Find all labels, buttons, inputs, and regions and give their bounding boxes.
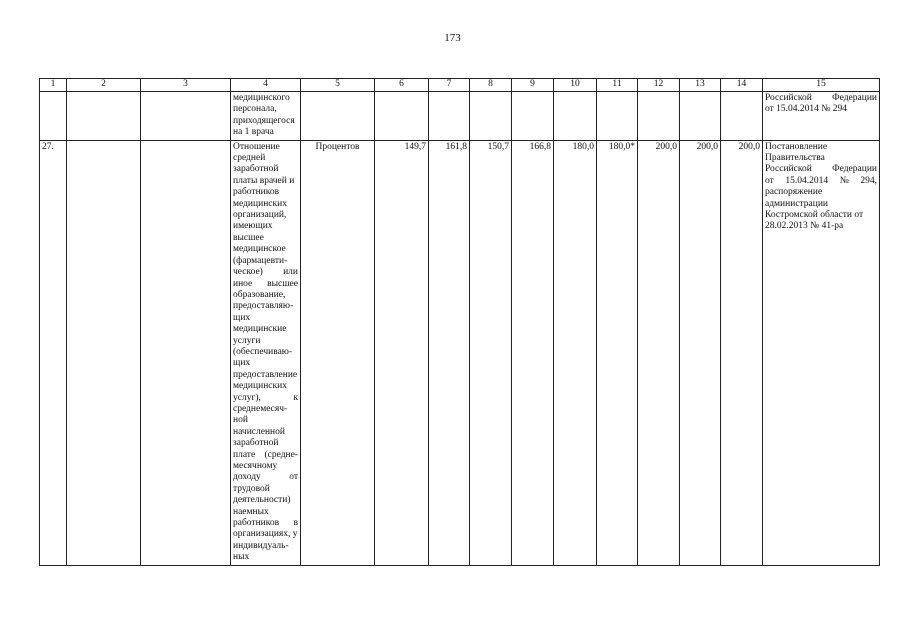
text-line: Российской Федерации xyxy=(765,164,877,175)
text-line: от 15.04.2014 № 294 xyxy=(765,104,847,115)
value-cell: 166,8 xyxy=(512,140,554,565)
text-line: средней xyxy=(233,153,266,164)
indicator-name-continued xyxy=(231,92,301,141)
table-cell xyxy=(301,92,375,141)
page-number: 173 xyxy=(444,32,461,44)
text-line: щих xyxy=(233,358,251,369)
basis-document xyxy=(763,140,880,565)
text-line: ных xyxy=(233,552,250,563)
text-line: начисленной xyxy=(233,426,285,437)
table-cell xyxy=(470,92,512,141)
text-line: Костромской области от xyxy=(765,210,864,221)
text-line: предоставление xyxy=(233,369,298,380)
text-line: 28.02.2013 № 41-ра xyxy=(765,221,844,232)
value-cell: 200,0 xyxy=(721,140,763,565)
text-line: (фармацевти- xyxy=(233,255,288,266)
indicators-table xyxy=(39,78,880,566)
text-line: администрации xyxy=(765,198,829,209)
text-line: среднемесяч- xyxy=(233,403,288,414)
text-line: наемных xyxy=(233,506,269,517)
text-line: работников xyxy=(233,187,280,198)
header-cell: 3 xyxy=(141,79,231,92)
text-line: медицинского xyxy=(233,93,290,103)
text-line: предоставляю- xyxy=(233,301,294,312)
value-cell: 200,0 xyxy=(680,140,721,565)
table-cell xyxy=(597,92,638,141)
table-cell xyxy=(141,140,231,565)
value-cell: 149,7 xyxy=(375,140,429,565)
text-line: индивидуаль- xyxy=(233,540,289,551)
text-line: услуги xyxy=(233,335,261,346)
text-line: иное высшее xyxy=(233,278,298,289)
value-cell: 200,0 xyxy=(638,140,680,565)
text-line: Правительства xyxy=(765,153,825,164)
header-cell: 5 xyxy=(301,79,375,92)
text-line: деятельности) xyxy=(233,495,291,506)
text-line: медицинских xyxy=(233,198,287,209)
text-line: медицинские xyxy=(233,324,287,335)
text-line: ной xyxy=(233,415,248,426)
table-cell xyxy=(429,92,470,141)
text-line: (обеспечиваю- xyxy=(233,346,293,357)
text-line: Российской Федерации xyxy=(765,93,877,103)
header-cell: 10 xyxy=(554,79,597,92)
text-line: работников в xyxy=(233,518,298,529)
text-line: заработной xyxy=(233,164,279,175)
header-cell: 6 xyxy=(375,79,429,92)
header-cell: 11 xyxy=(597,79,638,92)
text-line: персонала, xyxy=(233,104,277,115)
header-cell: 14 xyxy=(721,79,763,92)
text-line: приходящегося xyxy=(233,115,295,126)
row-number: 27. xyxy=(40,140,67,565)
text-line: медицинское xyxy=(233,244,286,255)
text-line: организаций, xyxy=(233,210,287,221)
header-cell: 4 xyxy=(231,79,301,92)
header-cell: 8 xyxy=(470,79,512,92)
table-cell xyxy=(721,92,763,141)
table-cell xyxy=(40,92,67,141)
text-line: заработной xyxy=(233,438,279,449)
header-cell: 7 xyxy=(429,79,470,92)
text-line: щих xyxy=(233,312,251,323)
value-cell: 180,0 xyxy=(554,140,597,565)
header-cell: 15 xyxy=(763,79,880,92)
text-line: имеющих xyxy=(233,221,273,232)
text-line: высшее xyxy=(233,232,264,243)
table-cell xyxy=(554,92,597,141)
table-cell xyxy=(67,92,141,141)
text-line: Отношение xyxy=(233,141,280,152)
table-cell xyxy=(67,140,141,565)
text-line: на 1 врача xyxy=(233,127,274,138)
table-cell xyxy=(375,92,429,141)
table-cell xyxy=(638,92,680,141)
text-line: организациях, у xyxy=(233,529,298,540)
value-cell: 150,7 xyxy=(470,140,512,565)
header-cell: 2 xyxy=(67,79,141,92)
text-line: Постановление xyxy=(765,141,828,152)
table-cell xyxy=(141,92,231,141)
table-row xyxy=(40,140,880,565)
header-cell: 1 xyxy=(40,79,67,92)
basis-document-continued xyxy=(763,92,880,141)
header-cell: 9 xyxy=(512,79,554,92)
value-cell: 180,0* xyxy=(597,140,638,565)
text-line: от 15.04.2014 № 294, xyxy=(765,175,877,186)
continued-row xyxy=(40,92,880,141)
table-cell xyxy=(680,92,721,141)
text-line: доходу от xyxy=(233,472,298,483)
table-cell xyxy=(512,92,554,141)
value-cell: 161,8 xyxy=(429,140,470,565)
indicator-name xyxy=(231,140,301,565)
text-line: услуг), к xyxy=(233,392,298,403)
text-line: медицинских xyxy=(233,381,287,392)
unit-cell: Процентов xyxy=(301,140,375,565)
text-line: месячному xyxy=(233,461,278,471)
text-line: распоряжение xyxy=(765,187,823,198)
header-row xyxy=(40,79,880,92)
text-line: ческое) или xyxy=(233,267,298,278)
text-line: образование, xyxy=(233,289,286,300)
header-cell: 12 xyxy=(638,79,680,92)
header-cell: 13 xyxy=(680,79,721,92)
text-line: трудовой xyxy=(233,483,270,494)
text-line: платы врачей и xyxy=(233,175,295,186)
text-line: плате (средне- xyxy=(233,449,298,460)
